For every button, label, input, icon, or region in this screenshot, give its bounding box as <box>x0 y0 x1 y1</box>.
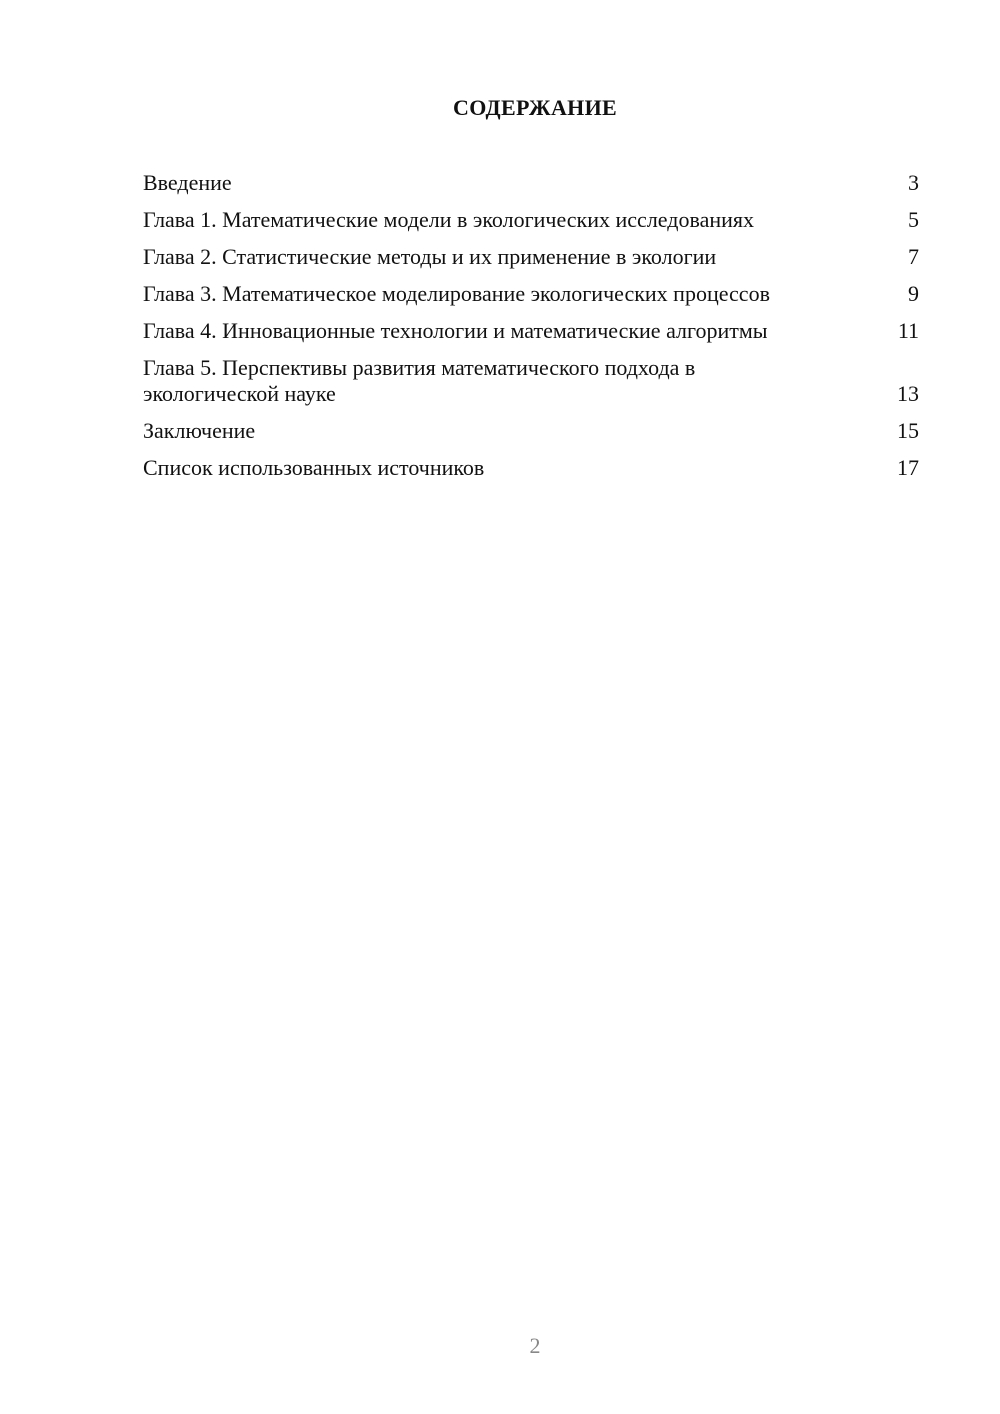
table-of-contents <box>143 170 919 492</box>
toc-entry-page: 11 <box>897 318 919 343</box>
toc-entry-page: 5 <box>908 207 919 232</box>
toc-entry-page: 9 <box>908 281 919 306</box>
toc-entry-text: Глава 3. Математическое моделирование экологических процессов <box>143 281 770 306</box>
toc-entry-text: Глава 5. Перспективы развития математического подхода в экологической науке <box>143 355 696 406</box>
toc-entry-page: 13 <box>897 381 919 406</box>
toc-entry-chapter-5 <box>143 355 919 407</box>
toc-entry-text: Глава 2. Статистические методы и их применение в экологии <box>143 244 717 269</box>
toc-entry-chapter-4 <box>143 318 919 344</box>
toc-entry-conclusion <box>143 418 919 444</box>
toc-entry-references <box>143 455 919 481</box>
toc-entry-chapter-1 <box>143 207 919 233</box>
toc-entry-text: Введение <box>143 170 232 195</box>
toc-entry-page: 3 <box>908 170 919 195</box>
toc-entry-introduction <box>143 170 919 196</box>
toc-entry-page: 7 <box>908 244 919 269</box>
page-number: 2 <box>529 1333 541 1358</box>
toc-title: СОДЕРЖАНИЕ <box>453 95 617 120</box>
toc-entry-text: Заключение <box>143 418 256 443</box>
toc-entry-text: Глава 1. Математические модели в экологических исследованиях <box>143 207 754 232</box>
toc-entry-text: Список использованных источников <box>143 455 485 480</box>
toc-entry-page: 15 <box>897 418 919 443</box>
toc-entry-page: 17 <box>897 455 919 480</box>
toc-entry-text: Глава 4. Инновационные технологии и математические алгоритмы <box>143 318 768 343</box>
toc-entry-chapter-2 <box>143 244 919 270</box>
toc-entry-chapter-3 <box>143 281 919 307</box>
